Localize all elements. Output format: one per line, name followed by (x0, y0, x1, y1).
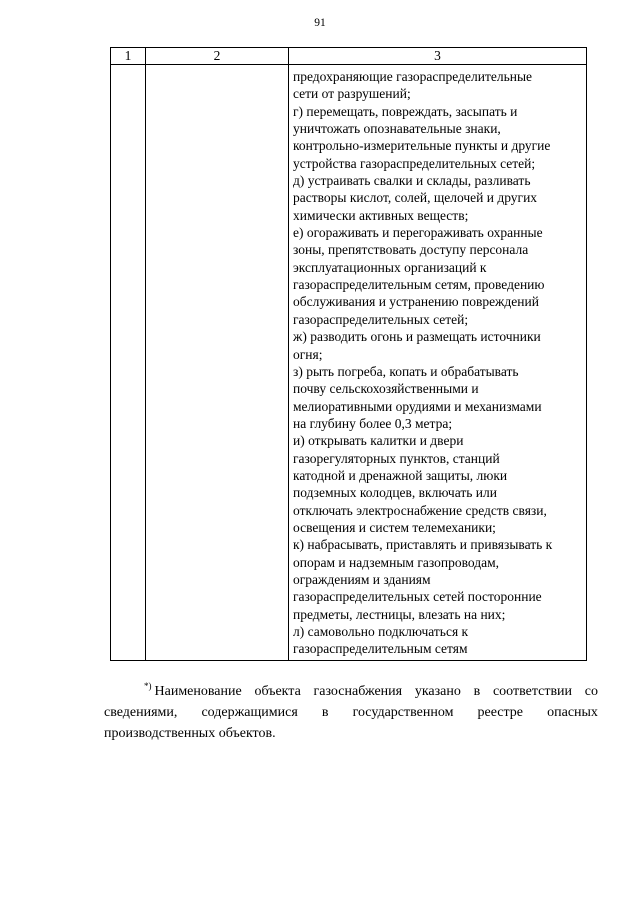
table-header-row (111, 48, 587, 65)
text-line: эксплуатационных организаций к (293, 259, 487, 275)
text-line: уничтожать опознавательные знаки, (293, 121, 501, 137)
text-line: предохраняющие газораспределительные (293, 69, 533, 84)
text-line: е) огораживать и перегораживать охранные (293, 225, 543, 241)
footnote (104, 681, 598, 744)
footnote-word: в (321, 705, 329, 720)
footnote-word: содержащимися (201, 705, 298, 720)
text-line: зоны, препятствовать доступу персонала (293, 242, 529, 258)
page-number: 91 (314, 17, 326, 29)
footnote-word: Наименование (154, 684, 242, 699)
footnote-line-2 (104, 702, 598, 723)
text-line: ограждениям и зданиям (293, 571, 431, 587)
text-line: д) устраивать свалки и склады, разливать (293, 173, 531, 189)
footnote-line-1 (104, 681, 598, 702)
text-line: газораспределительных сетей посторонние (293, 589, 542, 605)
footnote-word: сведениями, (104, 705, 178, 720)
prohibitions-text (293, 68, 583, 658)
text-line: огня; (293, 346, 323, 362)
text-line: сети от разрушений; (293, 86, 411, 102)
footnote-line-3: производственных объектов. (104, 726, 276, 741)
text-line: устройства газораспределительных сетей; (293, 155, 536, 171)
text-line: опорам и надземным газопроводам, (293, 554, 499, 570)
text-line: контрольно-измерительные пункты и другие (293, 138, 551, 154)
text-line: почву сельскохозяйственными и (293, 381, 479, 397)
text-line: к) набрасывать, приставлять и привязывать к (293, 537, 553, 553)
footnote-word: указано (414, 684, 461, 699)
text-line: л) самовольно подключаться к (293, 624, 469, 639)
text-line: г) перемещать, повреждать, засыпать и (293, 103, 518, 119)
footnote-word: государственном (352, 705, 454, 720)
text-line: предметы, лестницы, влезать на них; (293, 606, 506, 622)
column-header-2: 2 (146, 48, 289, 65)
text-line: обслуживания и устранению повреждений (293, 294, 539, 310)
requirements-table (110, 47, 587, 661)
footnote-word: реестре (477, 705, 524, 720)
text-line: з) рыть погреба, копать и обрабатывать (293, 363, 519, 379)
footnote-word: соответствии (492, 684, 573, 699)
text-line: газораспределительных сетей; (293, 311, 469, 327)
table-cell-col1 (111, 65, 146, 661)
column-header-1: 1 (111, 48, 146, 65)
text-line: на глубину более 0,3 метра; (293, 415, 453, 431)
text-line: отключать электроснабжение средств связи, (293, 502, 547, 518)
footnote-word: газоснабжения (313, 684, 403, 699)
text-line: мелиоративными орудиями и механизмами (293, 398, 542, 414)
text-line: ж) разводить огонь и размещать источники (293, 329, 541, 345)
text-line: растворы кислот, солей, щелочей и других (293, 190, 538, 206)
text-line: катодной и дренажной защиты, люки (293, 467, 508, 483)
text-line: и) открывать калитки и двери (293, 433, 464, 449)
table-cell-col2 (146, 65, 289, 661)
footnote-word: опасных (547, 705, 598, 720)
footnote-word: в (473, 684, 481, 699)
text-line: газораспределительным сетям (293, 641, 468, 657)
footnote-marker: *) (144, 681, 152, 692)
footnote-first-word (144, 681, 242, 702)
table-cell-col3 (289, 65, 587, 661)
text-line: газораспределительным сетям, проведению (293, 277, 545, 293)
text-line: газорегуляторных пунктов, станций (293, 450, 500, 466)
footnote-word: со (584, 684, 598, 699)
text-line: химически активных веществ; (293, 207, 469, 223)
column-header-3: 3 (289, 48, 587, 65)
table-row (111, 65, 587, 661)
footnote-word: объекта (254, 684, 301, 699)
text-line: подземных колодцев, включать или (293, 485, 497, 501)
text-line: освещения и систем телемеханики; (293, 519, 496, 535)
